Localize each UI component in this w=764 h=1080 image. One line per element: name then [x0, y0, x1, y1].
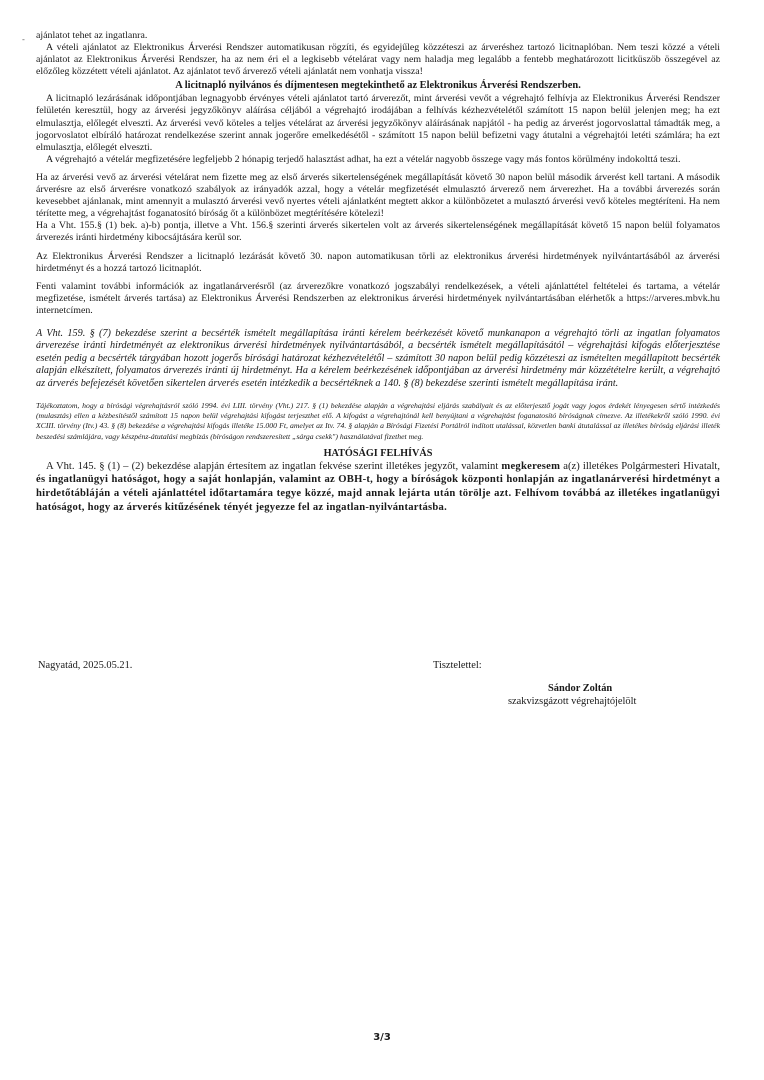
- paragraph-vételi-ajanlat: A vételi ajánlatot az Elektronikus Árverési Rendszer automatikusan rögzíti, és egyidejűleg közzéteszi az árveréshez tartozó licitnaplóban. Nem teszi közzé a vételi ajánlatot az Elektronikus Árverési Rendszer, ha az nem éri el a legkisebb vételárat vagy nem haladja meg legalább a fentebb meghatározott licitküszöb összegével az előzőleg közzétett vételi ajánlatot. Az ajánlatot tevő árverező vételi ajánlatát nem vonhatja vissza!: [36, 42, 720, 78]
- heading-licitnaplo: A licitnapló nyilvános és díjmentesen megtekinthető az Elektronikus Árverési Rendszerben.: [175, 80, 581, 92]
- paragraph-arveresi-vevo: A licitnapló lezárásának időpontjában legnagyobb érvényes vételi ajánlatot tartó árverezőt, mint árverési vevőt a végrehajtó felhívja az Elektronikus Árverési Rendszer felületén keresztül, hogy az árverési jegyzőkönyv aláírása céljából a végrehajtó irodájában a felhívás kézhezvételétől számított 15 napon belül jelenjen meg; ha ezt elmulasztja, előlegét elveszti. Az árverési vevő köteles a teljes vételárat az árverési jegyzőkönyv aláírásának napjától - ha pedig az árverést jogorvoslattal támadták meg, a jogorvoslatot elbíráló határozat rendelkezése szerint annak jogerőre emelkedésétől - számított 15 napon belül befizetni vagy átutalni a végrehajtói letéti számlára; ha ezt elmulasztja, előlegét elveszti.: [36, 93, 720, 153]
- page-number: 3/3: [373, 1032, 391, 1043]
- greeting: Tisztelettel:: [433, 660, 482, 671]
- felhivas-text-1: A Vht. 145. § (1) – (2) bekezdése alapján értesítem az ingatlan fekvése szerint illetékes jegyzőt, valamint: [46, 460, 502, 472]
- document-body: [36, 30, 720, 514]
- place-date: Nagyatád, 2025.05.21.: [38, 660, 133, 671]
- signature-block: [38, 660, 728, 720]
- paragraph-vht-155: Ha a Vht. 155.§ (1) bek. a)-b) pontja, illetve a Vht. 156.§ szerinti árverés sikertelen volt az árverés sikertelenségének megállapítását követő 15 napon belül folyamatos árverezés iránti hirdetmény kibocsájtására kerül sor.: [36, 220, 720, 244]
- paragraph-masodik-arveres: Ha az árverési vevő az árverési vételárat nem fizette meg az első árverés sikertelenségének megállapítását követő 30 napon belül második árverést kell tartani. A második árverésre az első árverésre vonatkozó szabályok az irányadók azzal, hogy a vételár megfizetését elmulasztó árverező nem árverezhet. Ha a további árverezés során kevesebbet ajánlanak, mint amennyit a mulasztó árverési vevő nyertes vételi ajánlatként megtett akkor a különbözetet a mulasztó árverési vevő köteles megtéríteni. Ha nem térítette meg, a végrehajtást foganatosító bíróság őt a különbözet megtérítésére kötelezi!: [36, 171, 720, 220]
- paragraph-tajekoztatas: Tájékoztatom, hogy a bírósági végrehajtásról szóló 1994. évi LIII. törvény (Vht.) 217. § (1) bekezdése alapján a végrehajtási eljárás szabályait és az előterjesztő jogát vagy jogos érdekét lényegesen sértő intézkedés (mulasztás) ellen a kézbesítéstől számított 15 napon belül végrehajtási kifogást terjeszthet elő. A kifogást a végrehajtónál kell benyújtani a végrehajtást foganatosító bíróságnak címezve. Az illetékekről szóló 1990. évi XCIII. törvény (Itv.) 43. § (8) bekezdése a végrehajtási kifogás illetéke 15.000 Ft, amelyet az Itv. 74. § alapján a Bírósági Fizetési Portálról indított utalással, közvetlen banki átutalással az illetékes bíróság eljárási illeték beszedési számlájára, vagy készpénz-átutalási megbízás (bíróságon rendszeresített „sárga csekk") használatával fizethet meg.: [36, 401, 720, 441]
- margin-mark: -: [22, 35, 25, 44]
- paragraph-ajanlat-continued: ajánlatot tehet az ingatlanra.: [36, 30, 148, 41]
- heading-hatosagi-felhivas: HATÓSÁGI FELHÍVÁS: [323, 447, 433, 459]
- paragraph-halasztas: A végrehajtó a vételár megfizetésére legfeljebb 2 hónapig terjedő halasztást adhat, ha ezt a vételár nagyobb összege vagy más fontos körülmény indokolttá teszi.: [46, 153, 681, 165]
- paragraph-tovabbi-informaciok: Fenti valamint további információk az ingatlanárverésről (az árverezőkre vonatkozó jogszabályi rendelkezések, a vételi ajánlattétel feltételei és tartama, a vételár megfizetése, ismételt árverés tartása) az Elektronikus Árverési Rendszerben az elektronikus árverési hirdetmények nyilvántartásában elérhetők a https://arveres.mbvk.hu internetcímen.: [36, 280, 720, 316]
- paragraph-vht-159: A Vht. 159. § (7) bekezdése szerint a becsérték ismételt megállapítása iránti kérelem beérkezését követő munkanapon a végrehajtó törli az ingatlan folyamatos árverezése iránti hirdetményét az elektronikus árverési hirdetmények nyilvántartásából, a becsérték ismételt megállapításától – végrehajtási kifogás előterjesztése esetén pedig a becsérték tárgyában hozott jogerős bírósági határozat kézhezvételétől – számított 30 napon belül pedig közzéteszi az ismételten megállapított becsérték alapján elkészített, folyamatos árverezés iránti új hirdetményt. Ha a kérelem beérkezésének időpontjában az árverési hirdetmény már közzétételre került, a végrehajtó az árverés befejezését követően sikertelen árverés esetén intézkedik a becsértéknek a 140. § (8) bekezdése szerinti ismételt megállapítása iránt.: [36, 327, 720, 389]
- felhivas-text-4: és ingatlanügyi hatóságot, hogy a saját honlapján, valamint az OBH-t, hogy a bíróságok központi honlapján az ingatlanárverési hirdetményt a hirdetőtábláján a vételi ajánlattétel időtartamára tegye közzé, majd annak lejárta után törölje azt. Felhívom továbbá az illetékes ingatlanügyi hatóságot, hogy az árverés kitűzésének tényét jegyezze fel az ingatlan-nyilvántartásba.: [36, 474, 720, 513]
- signer-name: Sándor Zoltán: [548, 683, 613, 694]
- paragraph-hatosagi-felhivas: [36, 460, 720, 514]
- signer-role: szakvizsgázott végrehajtójelölt: [508, 696, 637, 707]
- felhivas-text-3: a(z) illetékes Polgármesteri Hivatalt,: [560, 460, 721, 472]
- felhivas-text-2: megkeresem: [501, 460, 561, 472]
- paragraph-automatikus-torles: Az Elektronikus Árverési Rendszer a licitnapló lezárását követő 30. napon automatikusan törli az elektronikus árverési hirdetmények nyilvántartásából az árverési hirdetményt és a hozzá tartozó licitnaplót.: [36, 250, 720, 274]
